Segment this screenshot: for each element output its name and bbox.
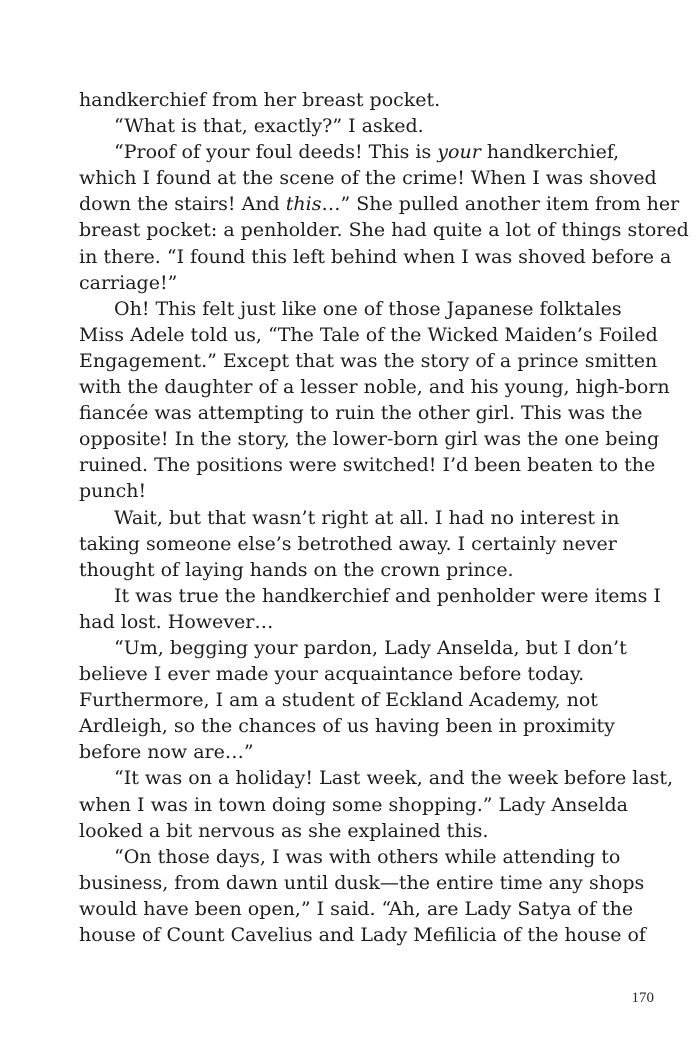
text-line bbox=[79, 557, 645, 583]
text-line bbox=[79, 661, 645, 687]
italic-text: this bbox=[285, 193, 322, 216]
text-line bbox=[79, 531, 645, 557]
text-line bbox=[79, 870, 645, 896]
text-line bbox=[79, 374, 670, 400]
text-run: “What is that, exactly?” I asked. bbox=[114, 115, 424, 138]
text-run: opposite! In the story, the lower-born girl was the one being bbox=[79, 428, 660, 451]
text-run: which I found at the scene of the crime! When I was shoved bbox=[79, 167, 657, 190]
text-line bbox=[79, 739, 645, 765]
text-line bbox=[79, 87, 645, 113]
text-line bbox=[79, 583, 661, 609]
text-run: would have been open,” I said. “Ah, are Lady Satya of the bbox=[79, 897, 634, 920]
text-run: punch! bbox=[79, 480, 147, 503]
text-line bbox=[79, 818, 645, 844]
text-run: when I was in town doing some shopping.” Lady Anselda bbox=[79, 793, 628, 816]
text-run: had lost. However… bbox=[79, 610, 274, 633]
text-line bbox=[79, 270, 645, 296]
text-line bbox=[79, 165, 657, 191]
text-run: down the stairs! And bbox=[79, 193, 286, 216]
text-line bbox=[79, 687, 645, 713]
text-run: “Um, begging your pardon, Lady Anselda, but I don’t bbox=[114, 636, 627, 659]
text-line bbox=[79, 922, 645, 948]
body-text bbox=[79, 87, 689, 948]
text-run: handkerchief from her breast pocket. bbox=[79, 89, 441, 111]
text-line bbox=[79, 896, 645, 922]
text-line bbox=[79, 296, 645, 322]
text-line bbox=[79, 792, 645, 818]
text-line bbox=[79, 505, 645, 531]
text-line bbox=[79, 191, 680, 217]
text-run: Engagement.” Except that was the story of a prince smitten bbox=[79, 349, 658, 372]
text-run: thought of laying hands on the crown prince. bbox=[79, 558, 514, 581]
text-run: Furthermore, I am a student of Eckland Academy, not bbox=[79, 689, 598, 712]
text-run: “Proof of your foul deeds! This is bbox=[114, 141, 438, 164]
text-run: in there. “I found this left behind when I was shoved before a bbox=[79, 245, 672, 268]
text-line bbox=[79, 217, 689, 243]
text-run: breast pocket: a penholder. She had quite a lot of things stored bbox=[79, 219, 689, 242]
text-line bbox=[79, 400, 645, 426]
text-line bbox=[79, 478, 645, 504]
page-number: 170 bbox=[631, 990, 654, 1006]
text-line bbox=[79, 635, 645, 661]
text-run: “On those days, I was with others while attending to bbox=[114, 845, 621, 868]
text-line bbox=[79, 452, 656, 478]
text-run: looked a bit nervous as she explained this. bbox=[79, 819, 489, 842]
text-line bbox=[79, 244, 672, 270]
text-run: before now are…” bbox=[79, 741, 254, 764]
text-run: ruined. The positions were switched! I’d been beaten to the bbox=[79, 454, 656, 477]
text-line bbox=[79, 765, 674, 791]
text-run: business, from dawn until dusk—the entire time any shops bbox=[79, 871, 645, 894]
text-line bbox=[79, 322, 658, 348]
text-run: believe I ever made your acquaintance before today. bbox=[79, 663, 585, 686]
text-run: handkerchief, bbox=[480, 141, 620, 164]
text-line bbox=[79, 113, 645, 139]
text-run: house of Count Cavelius and Lady Mefilicia of the house of bbox=[79, 924, 646, 946]
italic-text: your bbox=[437, 141, 481, 164]
text-run: Ardleigh, so the chances of us having been in proximity bbox=[79, 715, 615, 738]
text-line bbox=[79, 139, 645, 165]
text-run: It was true the handkerchief and penholder were items I bbox=[114, 584, 661, 607]
text-line bbox=[79, 844, 645, 870]
text-run: Wait, but that wasn’t right at all. I had no interest in bbox=[114, 506, 620, 529]
text-run: with the daughter of a lesser noble, and his young, high-born bbox=[79, 376, 670, 399]
text-run: Miss Adele told us, “The Tale of the Wicked Maiden’s Foiled bbox=[79, 323, 658, 346]
text-run: …” She pulled another item from her bbox=[321, 193, 680, 216]
text-run: taking someone else’s betrothed away. I certainly never bbox=[79, 532, 617, 555]
text-line bbox=[79, 609, 645, 635]
text-line bbox=[79, 713, 645, 739]
text-run: carriage!” bbox=[79, 271, 178, 294]
text-line bbox=[79, 426, 660, 452]
text-run: fiancée was attempting to ruin the other girl. This was the bbox=[79, 402, 643, 425]
text-run: “It was on a holiday! Last week, and the week before last, bbox=[114, 767, 674, 790]
text-run: Oh! This felt just like one of those Japanese folktales bbox=[114, 297, 622, 320]
text-line bbox=[79, 348, 658, 374]
